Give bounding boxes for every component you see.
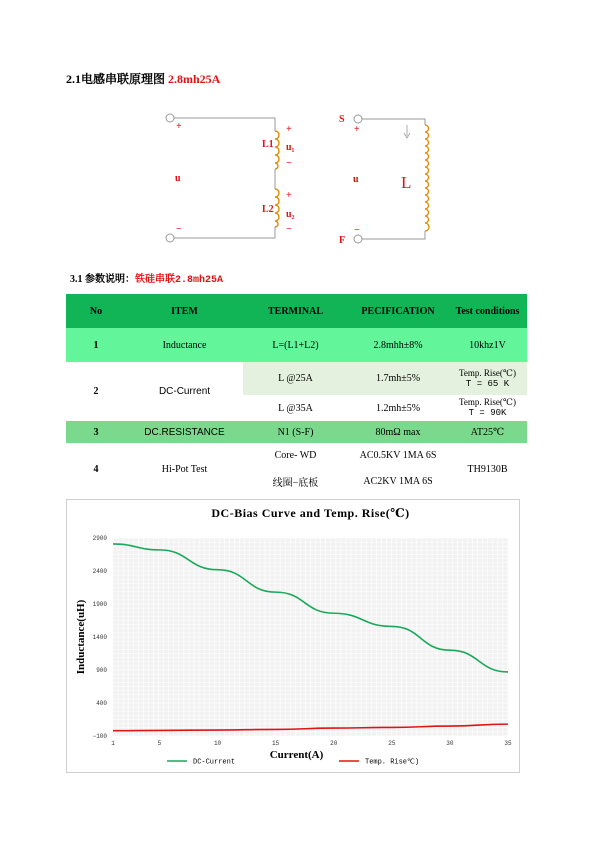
y-tick-label: 1900: [92, 601, 107, 608]
chart-title: DC-Bias Curve and Temp. Rise(℃): [211, 506, 410, 520]
right-u: u: [353, 174, 359, 185]
table-header-row: [66, 294, 527, 328]
x-tick-label: 25: [388, 740, 396, 747]
coil-L2: [275, 189, 279, 227]
terminal-F: [354, 235, 362, 243]
wire-top-right: [362, 119, 425, 125]
legend-label: Temp. Rise℃): [365, 758, 420, 767]
right-minus: −: [354, 225, 360, 236]
label-F: F: [339, 235, 346, 246]
row2b-cond-line2: T = 90K: [468, 408, 507, 418]
row2a-terminal: L @25A: [243, 362, 348, 395]
row2b-terminal: L @35A: [278, 402, 313, 414]
wire-bottom-left: [174, 227, 275, 238]
row3-cond: AT25℃: [448, 421, 527, 443]
legend-label: DC-Current: [193, 758, 236, 767]
section-heading-3-1: [70, 270, 223, 286]
row2a-cond: [448, 362, 527, 395]
y-tick-label: 900: [96, 667, 107, 674]
col-header-terminal: TERMINAL: [243, 294, 348, 328]
row1-spec: 2.8mhh±8%: [348, 328, 448, 362]
coil-L1: [275, 131, 279, 169]
terminal-S: [354, 115, 362, 123]
x-tick-label: 5: [157, 740, 162, 747]
y-tick-label: 1400: [92, 634, 107, 641]
x-tick-label: 15: [272, 740, 280, 747]
row3-item: DC.RESISTANCE: [126, 421, 243, 443]
row1-cond: 10khz1V: [448, 328, 527, 362]
col-header-no: No: [66, 294, 126, 328]
wire-top-left: [174, 118, 275, 131]
y-tick-label: 2900: [92, 535, 107, 542]
left-plus: +: [176, 121, 182, 132]
section-heading-2-1: [66, 70, 220, 87]
row2b-cond-line1: Temp. Rise(℃): [459, 397, 516, 407]
y-axis-label: Inductance(uH): [75, 599, 87, 675]
row1-item: Inductance: [126, 328, 243, 362]
x-tick-label: 35: [504, 740, 512, 747]
heading-number: 2.1: [66, 72, 81, 86]
row4b-spec: AC2KV 1MA 6S: [363, 475, 433, 487]
row2a-spec: 1.7mh±5%: [348, 362, 448, 395]
row4-item: Hi-Pot Test: [161, 463, 208, 475]
left-u: u: [175, 173, 181, 184]
x-tick-label: 10: [213, 740, 222, 747]
row4a-spec: AC0.5KV 1MA 6S: [359, 449, 437, 461]
row4a-terminal: Core- WD: [274, 449, 317, 461]
y-tick-label: 2400: [92, 568, 107, 575]
parameter-table: [66, 294, 527, 495]
row2-item: DC-Current: [158, 386, 211, 397]
row1-terminal: L=(L1+L2): [243, 328, 348, 362]
col-header-conditions: Test conditions: [448, 294, 527, 328]
row2b-cond: [448, 395, 527, 421]
label-L1: L1: [262, 139, 274, 150]
heading-highlight: 2.8mh25A: [168, 72, 221, 86]
label-L: L: [401, 173, 412, 192]
minus-u1: −: [286, 158, 292, 169]
row1-no: 1: [66, 328, 126, 362]
row3-terminal: N1 (S-F): [243, 421, 348, 443]
label-S: S: [339, 114, 345, 125]
minus-u2: −: [286, 224, 292, 235]
right-plus: +: [354, 124, 360, 135]
row2-no: 2: [93, 386, 99, 397]
table-row: [66, 328, 527, 362]
section-text: 参数说明：: [85, 274, 135, 285]
row2a-cond-line1: Temp. Rise(℃): [459, 367, 516, 378]
row4-cond: TH9130B: [467, 463, 508, 475]
x-tick-label: 30: [446, 740, 454, 747]
terminal-bottom-left: [166, 234, 174, 242]
wire-bottom-right: [362, 231, 425, 239]
plus-u2: +: [286, 190, 292, 201]
x-tick-label: 1: [111, 740, 115, 747]
row2a-cond-line2: T = 65 K: [465, 378, 510, 389]
inductor-series-circuit: [155, 105, 445, 255]
heading-text: 电感串联原理图: [81, 72, 166, 86]
col-header-spec: PECIFICATION: [348, 294, 448, 328]
label-u1: u₁: [286, 142, 295, 153]
label-L2: L2: [262, 204, 274, 215]
terminal-top-left: [166, 114, 174, 122]
left-minus: −: [176, 224, 182, 235]
dc-bias-chart: [66, 499, 520, 773]
section-number: 3.1: [70, 274, 83, 285]
row2b-spec: 1.2mh±5%: [375, 402, 421, 414]
label-u2: u₂: [286, 209, 295, 220]
x-axis-label: Current(A): [269, 749, 324, 761]
row4b-terminal: 线圈−底板: [272, 477, 319, 489]
row3-spec: 80mΩ max: [348, 421, 448, 443]
plus-u1: +: [286, 124, 292, 135]
section-highlight: 铁硅串联2.8mh25A: [135, 275, 224, 286]
coil-L: [425, 125, 429, 231]
y-tick-label: 400: [96, 700, 107, 707]
col-header-item: ITEM: [126, 294, 243, 328]
x-tick-label: 20: [330, 740, 338, 747]
table-row: [66, 443, 527, 467]
y-tick-label: −100: [92, 733, 107, 740]
table-row: [66, 362, 527, 395]
row4-no: 4: [93, 463, 99, 475]
chart-svg: [67, 500, 519, 772]
table-row: [66, 421, 527, 443]
row3-no: 3: [66, 421, 126, 443]
